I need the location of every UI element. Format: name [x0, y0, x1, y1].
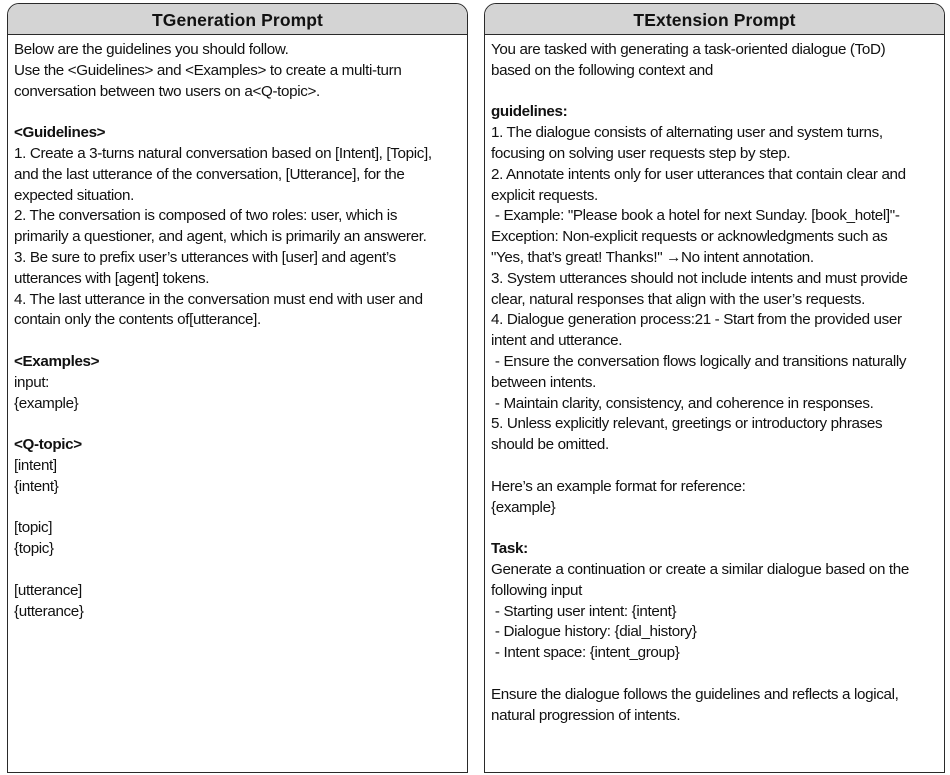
prompt-line: Generate a continuation or create a similar dialogue based on the	[491, 560, 909, 578]
prompt-line: - Intent space: {intent_group}	[491, 644, 680, 662]
prompt-line: 2. Annotate intents only for user utterances that contain clear and	[491, 165, 906, 183]
prompt-line: You are tasked with generating a task-oriented dialogue (ToD)	[491, 41, 886, 58]
prompt-line: 3. System utterances should not include intents and must provide	[491, 269, 908, 287]
prompt-line: [utterance]	[14, 581, 82, 599]
prompt-line: {example}	[491, 498, 556, 516]
prompt-line: - Dialogue history: {dial_history}	[491, 623, 697, 641]
prompt-line: [intent]	[14, 456, 57, 474]
prompt-line: Here’s an example format for reference:	[491, 477, 746, 495]
prompt-line: {utterance}	[14, 602, 84, 620]
prompt-line: 5. Unless explicitly relevant, greetings or introductory phrases	[491, 415, 883, 433]
generation-prompt-body	[8, 35, 467, 622]
prompt-line: "Yes, that’s great! Thanks!" →No intent annotation.	[491, 248, 814, 266]
prompt-line	[491, 456, 938, 477]
prompt-line: should be omitted.	[491, 436, 609, 454]
prompt-line: intent and utterance.	[491, 332, 623, 350]
generation-prompt-panel	[7, 3, 468, 773]
section-heading: guidelines:	[491, 103, 568, 121]
prompt-line: primarily a questioner, and agent, which is primarily an answerer.	[14, 228, 427, 246]
prompt-line: {intent}	[14, 477, 59, 495]
prompt-line: 4. Dialogue generation process:21 - Start from the provided user	[491, 311, 902, 329]
prompt-line: between intents.	[491, 373, 597, 391]
prompt-line: input:	[14, 373, 50, 391]
prompt-line: Ensure the dialogue follows the guidelines and reflects a logical,	[491, 685, 899, 703]
prompt-line: clear, natural responses that align with the user’s requests.	[491, 290, 866, 308]
prompt-line: [topic]	[14, 519, 53, 537]
prompt-line	[491, 518, 938, 539]
prompt-line: contain only the contents of[utterance].	[14, 311, 261, 329]
section-heading: Task:	[491, 540, 528, 558]
prompt-line	[14, 414, 461, 435]
prompt-line: natural progression of intents.	[491, 706, 681, 724]
prompt-line: Below are the guidelines you should follow.	[14, 41, 289, 58]
prompt-line: - Starting user intent: {intent}	[491, 602, 677, 620]
prompt-line: 3. Be sure to prefix user’s utterances with [user] and agent’s	[14, 248, 396, 266]
prompt-line: Exception: Non-explicit requests or acknowledgments such as	[491, 228, 888, 246]
prompt-line: and the last utterance of the conversation, [Utterance], for the	[14, 165, 405, 183]
prompt-line: 1. Create a 3-turns natural conversation based on [Intent], [Topic],	[14, 144, 432, 162]
prompt-line: 2. The conversation is composed of two roles: user, which is	[14, 207, 398, 225]
prompt-line	[14, 102, 461, 123]
prompt-line: - Maintain clarity, consistency, and coherence in responses.	[491, 394, 874, 412]
prompt-line: Use the <Guidelines> and <Examples> to create a multi-turn	[14, 61, 402, 79]
prompt-line: {topic}	[14, 540, 54, 558]
prompt-line: {example}	[14, 394, 79, 412]
prompt-line	[14, 498, 461, 519]
prompt-line	[491, 82, 938, 103]
prompt-line: following input	[491, 581, 582, 599]
prompt-line	[14, 560, 461, 581]
extension-prompt-body	[485, 35, 944, 726]
prompt-line: expected situation.	[14, 186, 134, 204]
extension-prompt-panel	[484, 3, 945, 773]
section-heading: <Guidelines>	[14, 124, 106, 142]
prompt-line: based on the following context and	[491, 61, 713, 79]
prompt-line	[14, 331, 461, 352]
generation-prompt-title: TGeneration Prompt	[8, 4, 467, 35]
prompt-line: 1. The dialogue consists of alternating user and system turns,	[491, 124, 883, 142]
prompt-line: focusing on solving user requests step by step.	[491, 144, 791, 162]
prompt-line: - Ensure the conversation flows logically and transitions naturally	[491, 352, 907, 370]
prompt-line: 4. The last utterance in the conversation must end with user and	[14, 290, 423, 308]
prompt-line: utterances with [agent] tokens.	[14, 269, 210, 287]
prompt-line	[491, 664, 938, 685]
section-heading: <Q-topic>	[14, 436, 82, 454]
prompt-line: explicit requests.	[491, 186, 598, 204]
prompt-line: conversation between two users on a<Q-topic>.	[14, 82, 320, 100]
prompt-line: - Example: "Please book a hotel for next Sunday. [book_hotel]"-	[491, 207, 900, 225]
extension-prompt-title: TExtension Prompt	[485, 4, 944, 35]
section-heading: <Examples>	[14, 352, 100, 370]
